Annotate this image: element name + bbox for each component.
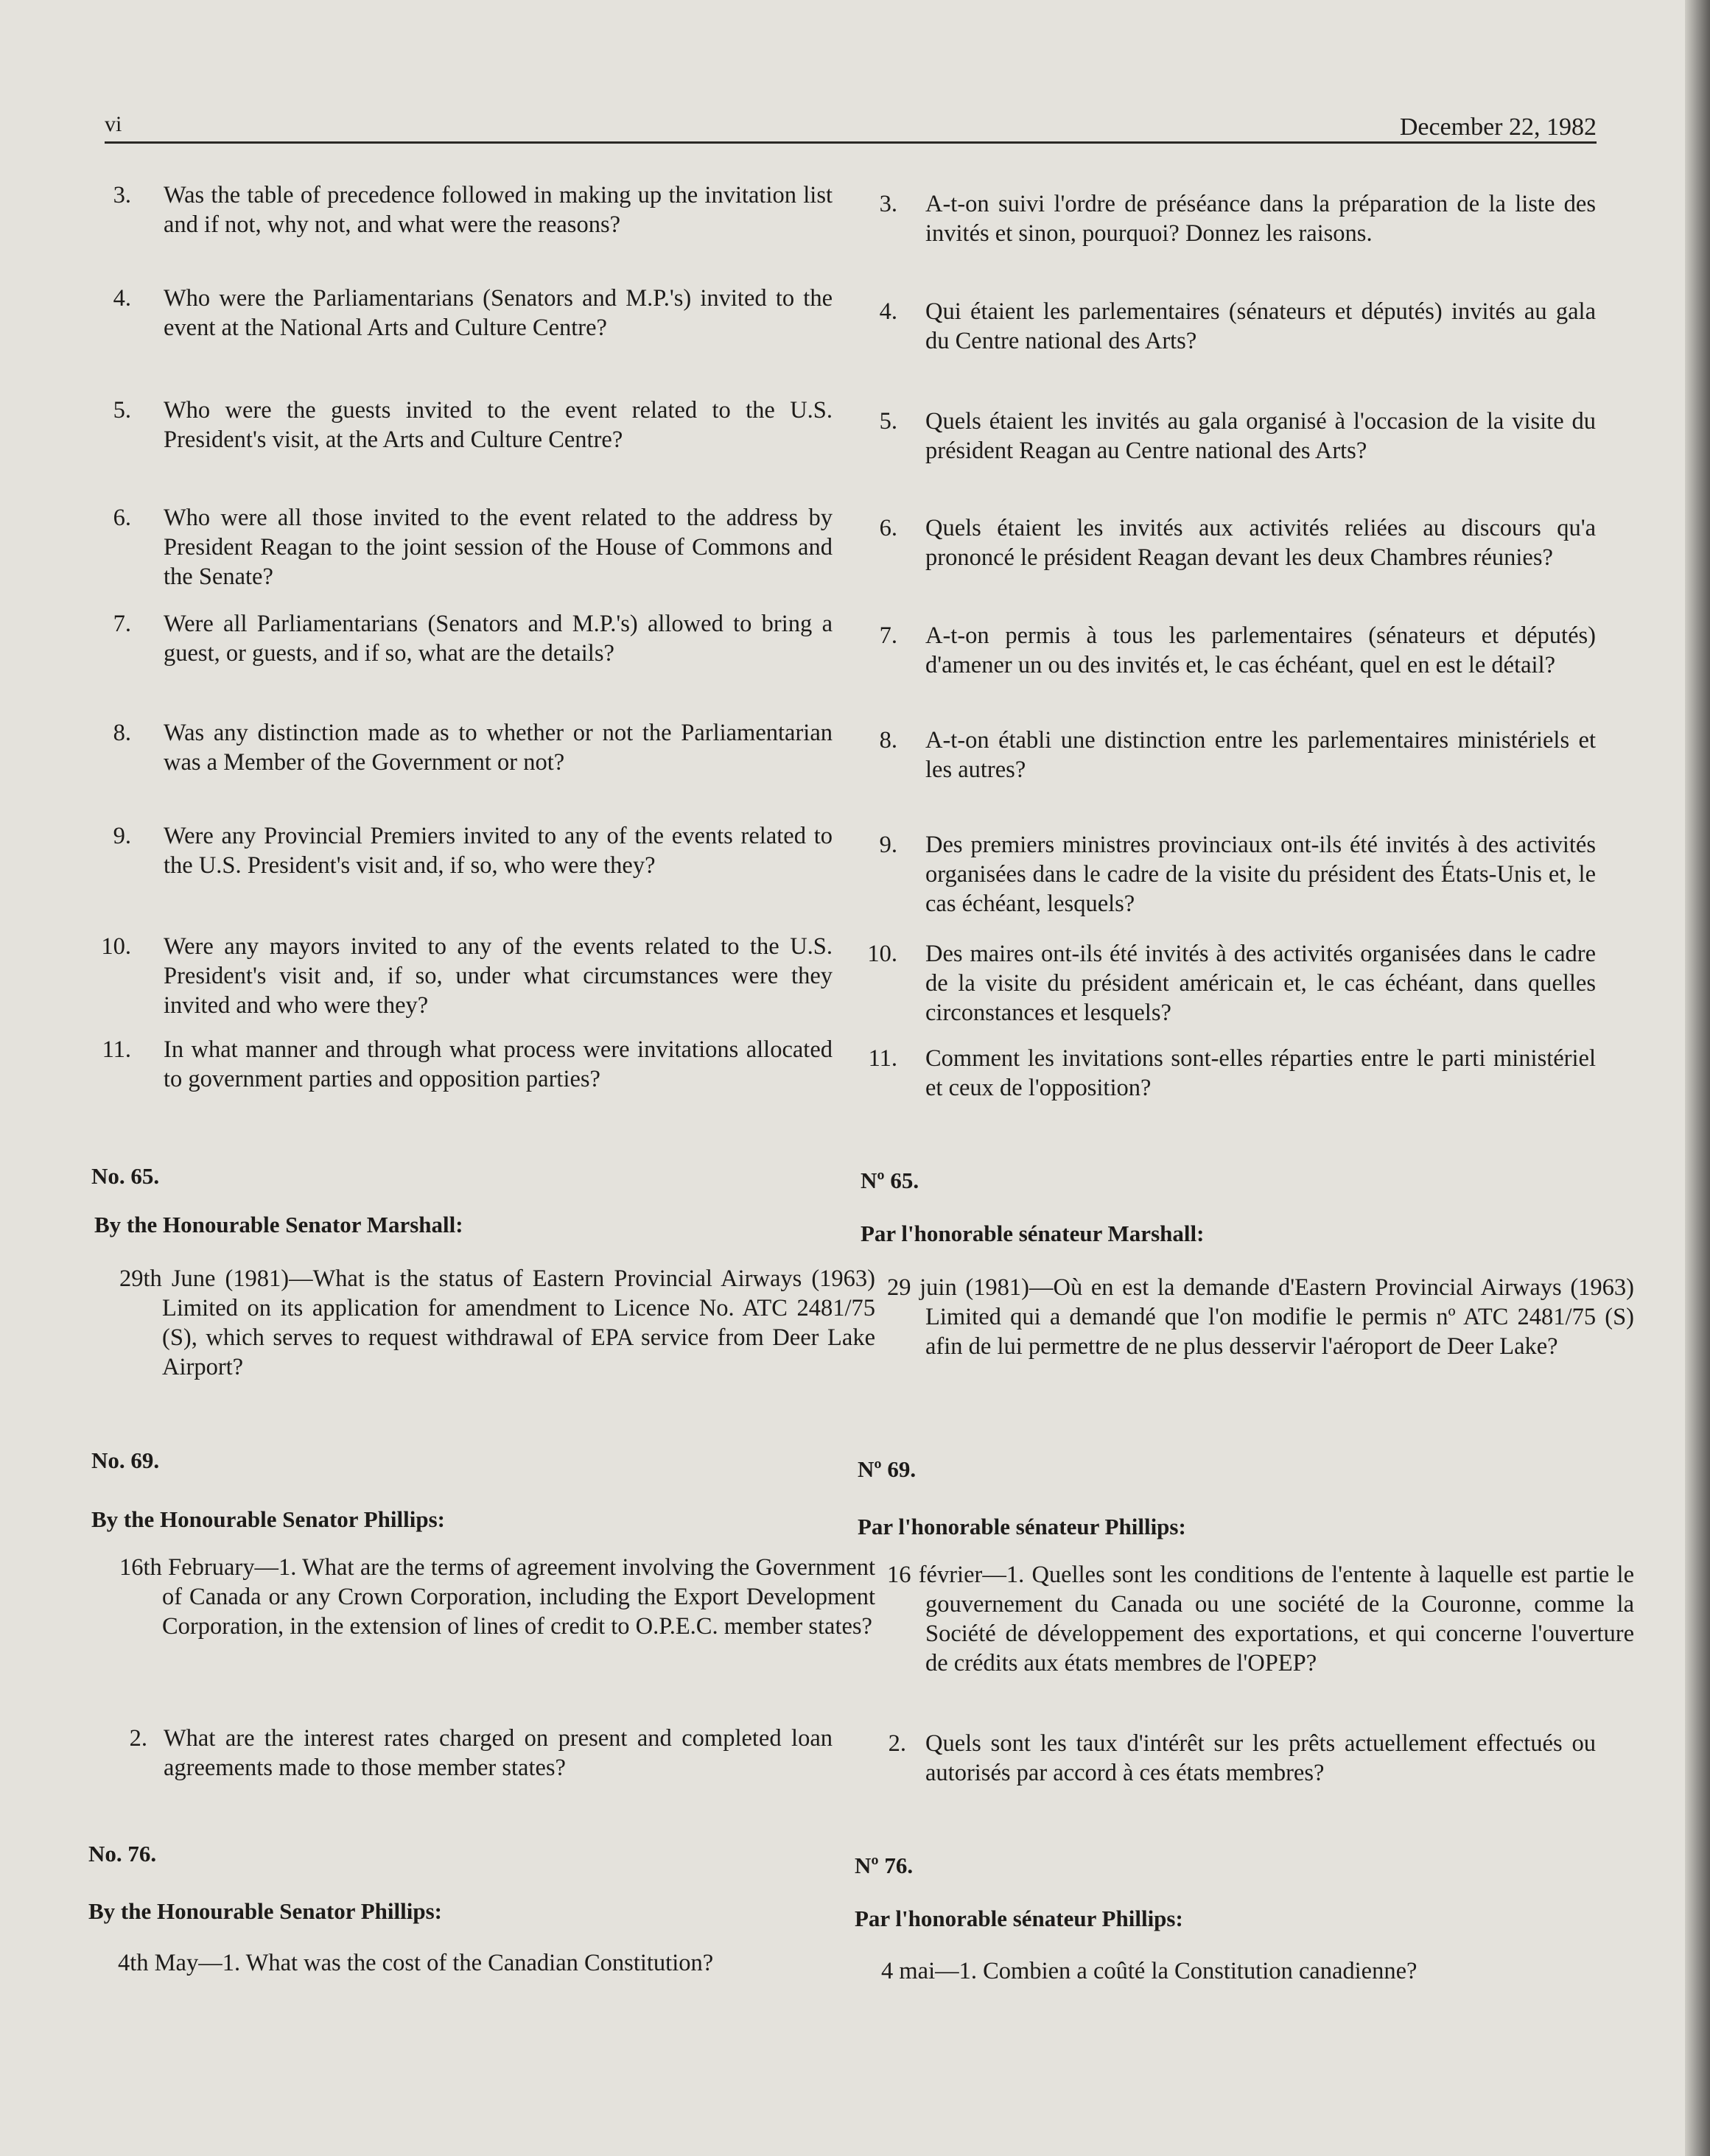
question-text: What are the interest rates charged on present and completed loan agreements made to those member states?	[164, 1725, 833, 1781]
question-item	[855, 1044, 1596, 1103]
question-item	[855, 297, 1596, 356]
questioner-line: By the Honourable Senator Marshall:	[94, 1212, 463, 1237]
question-number: 3.	[879, 191, 897, 217]
question-text: Were all Parliamentarians (Senators and M.P.'s) allowed to bring a guest, or guests, and if so, what are the details?	[164, 611, 833, 667]
question-item	[88, 396, 833, 454]
question-heading-no65: No. 65.	[91, 1163, 160, 1189]
question-number: 6.	[113, 505, 131, 531]
question-number: 2.	[129, 1725, 147, 1752]
question-number: 8.	[879, 727, 897, 754]
question-number: 9.	[113, 823, 131, 849]
question-entry: 29th June (1981)—What is the status of Eastern Provincial Airways (1963) Limited on its application for amendment to Licence No. ATC 2481/75 (S), which serves to request withdrawal of EPA service from Deer Lake Airport?	[119, 1265, 875, 1380]
question-text: Who were the guests invited to the event related to the U.S. President's visit, at the Arts and Culture Centre?	[164, 397, 833, 453]
question-item	[88, 284, 833, 343]
page-edge-shadow	[1685, 0, 1710, 2156]
question-number: 8.	[113, 720, 131, 746]
page-number: vi	[105, 112, 122, 136]
question-number: 11.	[102, 1036, 131, 1063]
question-item	[88, 718, 833, 777]
questioner-line: Par l'honorable sénateur Phillips:	[855, 1906, 1183, 1931]
question-number: 9.	[879, 832, 897, 858]
question-text: Des maires ont-ils été invités à des activités organisées dans le cadre de la visite du président américain et, le cas échéant, dans quelles circonstances et lesquels?	[925, 941, 1596, 1026]
question-item	[855, 726, 1596, 784]
question-text: Was the table of precedence followed in making up the invitation list and if not, why not, and what were the reasons?	[164, 182, 833, 238]
question-text: Des premiers ministres provinciaux ont-ils été invités à des activités organisées dans le cadre de la visite du président des États-Unis et, le cas échéant, lesquels?	[925, 832, 1596, 917]
question-number: 3.	[113, 182, 131, 208]
question-number: 6.	[879, 515, 897, 541]
question-number: 11.	[868, 1045, 897, 1072]
question-text: Quels sont les taux d'intérêt sur les prêts actuellement effectués ou autorisés par accord à ces états membres?	[925, 1730, 1596, 1786]
question-text: In what manner and through what process were invitations allocated to government parties and opposition parties?	[164, 1036, 833, 1092]
question-text: A-t-on suivi l'ordre de préséance dans la préparation de la liste des invités et sinon, pourquoi? Donnez les raisons.	[925, 191, 1596, 247]
question-entry: 16th February—1. What are the terms of agreement involving the Government of Canada or any Crown Corporation, including the Export Development Corporation, in the extension of lines of credit to O.P.E.C. member states?	[119, 1554, 875, 1640]
question-entry: 16 février—1. Quelles sont les conditions de l'entente à laquelle est partie le gouvernement du Canada ou une société de la Couronne, comme la Société de développement des exportations, et qui concerne l'ouverture de crédits aux états membres de l'OPEP?	[887, 1562, 1634, 1676]
question-number: 4.	[879, 298, 897, 325]
question-text: Quels étaient les invités aux activités reliées au discours qu'a prononcé le président Reagan devant les deux Chambres réunies?	[925, 515, 1596, 571]
question-entry: 29 juin (1981)—Où en est la demande d'Eastern Provincial Airways (1963) Limited qui a demandé que l'on modifie le permis nº ATC 2481/75 (S) afin de lui permettre de ne plus desservir l'aéroport de Deer Lake?	[887, 1274, 1634, 1360]
question-text: Who were all those invited to the event related to the address by President Reagan to the joint session of the House of Commons and the Senate?	[164, 505, 833, 590]
question-heading-no65: Nº 65.	[861, 1167, 919, 1193]
question-item	[88, 1035, 833, 1094]
question-text: Were any Provincial Premiers invited to any of the events related to the U.S. President's visit and, if so, who were they?	[164, 823, 833, 879]
question-number: 4.	[113, 285, 131, 312]
question-item	[855, 830, 1596, 919]
questioner-line: Par l'honorable sénateur Phillips:	[858, 1514, 1186, 1539]
question-heading-no69: Nº 69.	[858, 1456, 917, 1482]
question-item	[855, 939, 1596, 1028]
question-item	[88, 932, 833, 1020]
question-number: 7.	[879, 622, 897, 649]
question-heading-no76: No. 76.	[88, 1841, 157, 1867]
question-text: Comment les invitations sont-elles réparties entre le parti ministériel et ceux de l'opposition?	[925, 1045, 1596, 1101]
question-number: 5.	[879, 408, 897, 435]
question-heading-no76: Nº 76.	[855, 1853, 914, 1878]
question-number: 7.	[113, 611, 131, 637]
question-entry: 4 mai—1. Combien a coûté la Constitution canadienne?	[881, 1958, 1418, 1984]
question-item	[88, 821, 833, 880]
question-number: 10.	[867, 941, 897, 967]
question-text: Was any distinction made as to whether or not the Parliamentarian was a Member of the Government or not?	[164, 720, 833, 776]
question-text: Were any mayors invited to any of the events related to the U.S. President's visit and, if so, under what circumstances were they invited and who were they?	[164, 933, 833, 1019]
question-item	[855, 407, 1596, 466]
question-item	[855, 621, 1596, 680]
question-entry: 4th May—1. What was the cost of the Canadian Constitution?	[118, 1950, 714, 1976]
question-text: Who were the Parliamentarians (Senators and M.P.'s) invited to the event at the National Arts and Culture Centre?	[164, 285, 833, 341]
question-item	[88, 180, 833, 239]
question-item	[88, 609, 833, 668]
question-item	[855, 513, 1596, 572]
question-text: Quels étaient les invités au gala organisé à l'occasion de la visite du président Reagan au Centre national des Arts?	[925, 408, 1596, 464]
questioner-line: By the Honourable Senator Phillips:	[91, 1506, 445, 1532]
question-text: Qui étaient les parlementaires (sénateurs et députés) invités au gala du Centre national des Arts?	[925, 298, 1596, 354]
question-heading-no69: No. 69.	[91, 1447, 160, 1473]
page-header	[105, 103, 1597, 144]
question-item	[855, 1729, 1596, 1788]
question-number: 10.	[101, 933, 131, 960]
questioner-line: By the Honourable Senator Phillips:	[88, 1898, 442, 1924]
question-text: A-t-on établi une distinction entre les parlementaires ministériels et les autres?	[925, 727, 1596, 783]
page-date: December 22, 1982	[1399, 113, 1597, 141]
question-item	[88, 503, 833, 591]
question-item	[88, 1724, 833, 1783]
question-number: 2.	[888, 1730, 906, 1757]
question-number: 5.	[113, 397, 131, 424]
questioner-line: Par l'honorable sénateur Marshall:	[861, 1221, 1205, 1246]
question-text: A-t-on permis à tous les parlementaires (sénateurs et députés) d'amener un ou des invités et, le cas échéant, quel en est le détail?	[925, 622, 1596, 678]
question-item	[855, 189, 1596, 248]
